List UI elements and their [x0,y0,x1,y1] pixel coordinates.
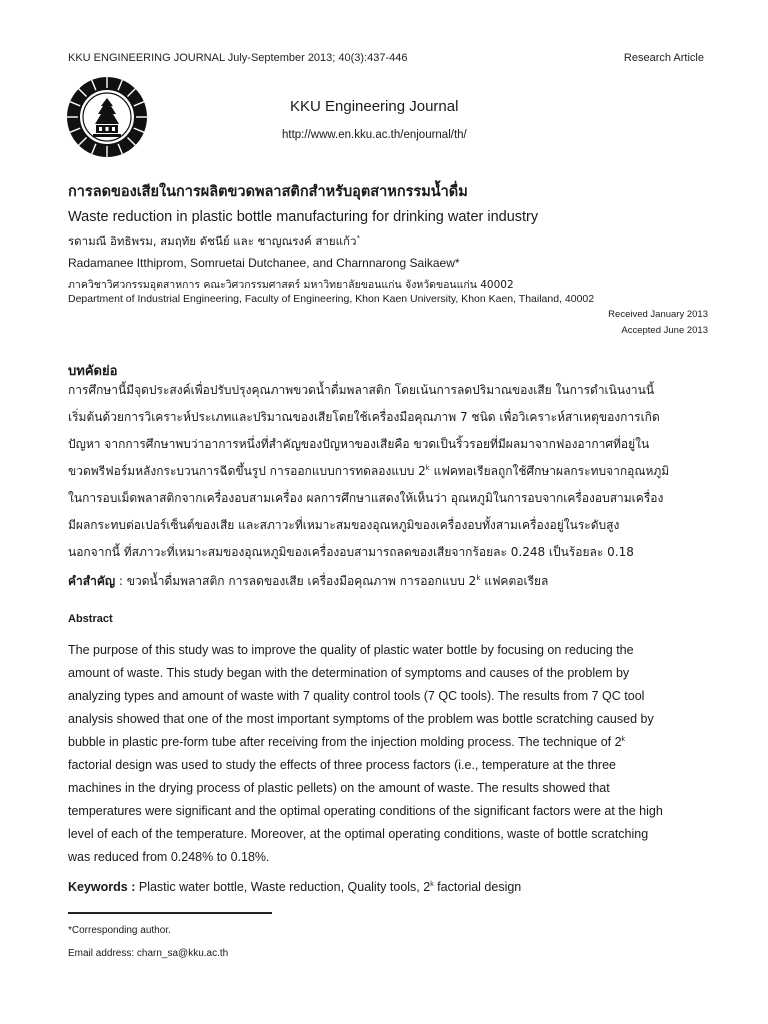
thai-abstract-body [68,381,708,571]
thai-abstract-line: มีผลกระทบต่อเปอร์เซ็นต์ของเสีย และสภาวะที่เหมาะสมของอุณหภูมิของเครื่องอบทั้งสามเครื่องอยู่ในระดับสูง [68,518,620,532]
received-date: Received January 2013 [608,309,708,320]
abstract-line: level of each of the temperature. Moreover, at the optimal operating conditions, waste of bottle scratching [68,827,649,841]
thai-abstract-line: ขวดพรีฟอร์มหลังกระบวนการฉีดขึ้นรูป การออกแบบการทดลองแบบ 2$^k$ แฟคทอเรียลถูกใช้ศึกษาผลกระทบจากอุณหภูมิ [68,464,670,478]
abstract-line: machines in the drying process of plastic pellets) on the amount of waste. The results showed that [68,781,610,795]
thai-abstract-line: เริ่มต้นด้วยการวิเคราะห์ประเภทและปริมาณของเสียโดยใช้เครื่องมือคุณภาพ 7 ชนิด เพื่อวิเคราะห์สาเหตุของการเกิด [68,410,660,424]
thai-abstract-line: ในการอบเม็ดพลาสติกจากเครื่องอบสามเครื่อง ผลการศึกษาแสดงให้เห็นว่า อุณหภูมิในการอบจากเครื่องอบสามเครื่อง [68,491,664,505]
thai-abstract-line: การศึกษานี้มีจุดประสงค์เพื่อปรับปรุงคุณภาพขวดน้ำดื่มพลาสติก โดยเน้นการลดปริมาณของเสีย ในการดำเนินงานนี้ [68,383,655,397]
email-address[interactable]: Email address: charn_sa@kku.ac.th [68,948,229,959]
abstract-line: was reduced from 0.248% to 0.18%. [68,850,270,864]
abstract-line: analyzing types and amount of waste with 7 quality control tools (7 QC tools). The results from 7 QC tool [68,689,645,703]
journal-name: KKU Engineering Journal [290,98,459,115]
thai-abstract-line: นอกจากนี้ ที่สภาวะที่เหมาะสมของอุณหภูมิของเครื่องอบสามารถลดของเสียจากร้อยละ 0.248 เป็นร้อยละ 0.18 [68,545,634,559]
thai-abstract-line: ปัญหา จากการศึกษาพบว่าอาการหนึ่งที่สำคัญของปัญหาของเสียคือ ขวดเป็นริ้วรอยที่มีผลมาจากฟองอากาศที่อยู่ใน [68,437,650,451]
abstract-line: The purpose of this study was to improve the quality of plastic water bottle by focusing on reducing the [68,643,634,657]
abstract-line: bubble in plastic pre-form tube after receiving from the injection molding process. The technique of 2$^k$ [68,735,626,749]
accepted-date: Accepted June 2013 [621,325,708,336]
abstract-line: temperatures were significant and the optimal operating conditions of the significant factors were at the high [68,804,663,818]
english-title: Waste reduction in plastic bottle manufacturing for drinking water industry [68,209,539,225]
footnote-divider [68,912,272,914]
journal-url[interactable]: http://www.en.kku.ac.th/enjournal/th/ [282,129,467,141]
corresponding-author-note: *Corresponding author. [68,925,171,936]
thai-abstract-heading: บทคัดย่อ [68,364,118,379]
english-keywords: Keywords : Plastic water bottle, Waste reduction, Quality tools, 2$^k$ factorial design [68,880,522,894]
abstract-heading: Abstract [68,613,113,625]
thai-keywords: คำสำคัญ : ขวดน้ำดื่มพลาสติก การลดของเสีย เครื่องมือคุณภาพ การออกแบบ 2$^k$ แฟคตอเรียล [68,574,549,588]
abstract-line: factorial design was used to study the effects of three process factors (i.e., temperature at the three [68,758,616,772]
journal-issue: KKU ENGINEERING JOURNAL July-September 2013; 40(3):437-446 [68,52,408,64]
authors-english: Radamanee Itthiprom, Somruetai Dutchanee, and Charnnarong Saikaew* [68,256,460,270]
university-seal-icon [66,76,148,158]
abstract-line: amount of waste. This study began with the determination of symptoms and causes of the problem by [68,666,630,680]
affiliation-thai: ภาควิชาวิศวกรรมอุตสาหการ คณะวิศวกรรมศาสตร์ มหาวิทยาลัยขอนแก่น จังหวัดขอนแก่น 40002 [68,279,514,291]
english-abstract-body [68,643,708,873]
abstract-line: analysis showed that one of the most important symptoms of the problem was bottle scratching caused by [68,712,654,726]
affiliation-english: Department of Industrial Engineering, Faculty of Engineering, Khon Kaen University, Khon Kaen, Thailand, 40002 [68,293,595,305]
thai-title: การลดของเสียในการผลิตขวดพลาสติกสำหรับอุตสาหกรรมน้ำดื่ม [68,184,468,200]
article-type: Research Article [623,52,704,64]
authors-thai: รดามณี อิทธิพรม, สมฤทัย ดัชนีย์ และ ชาญณรงค์ สายแก้ว* [68,234,360,248]
